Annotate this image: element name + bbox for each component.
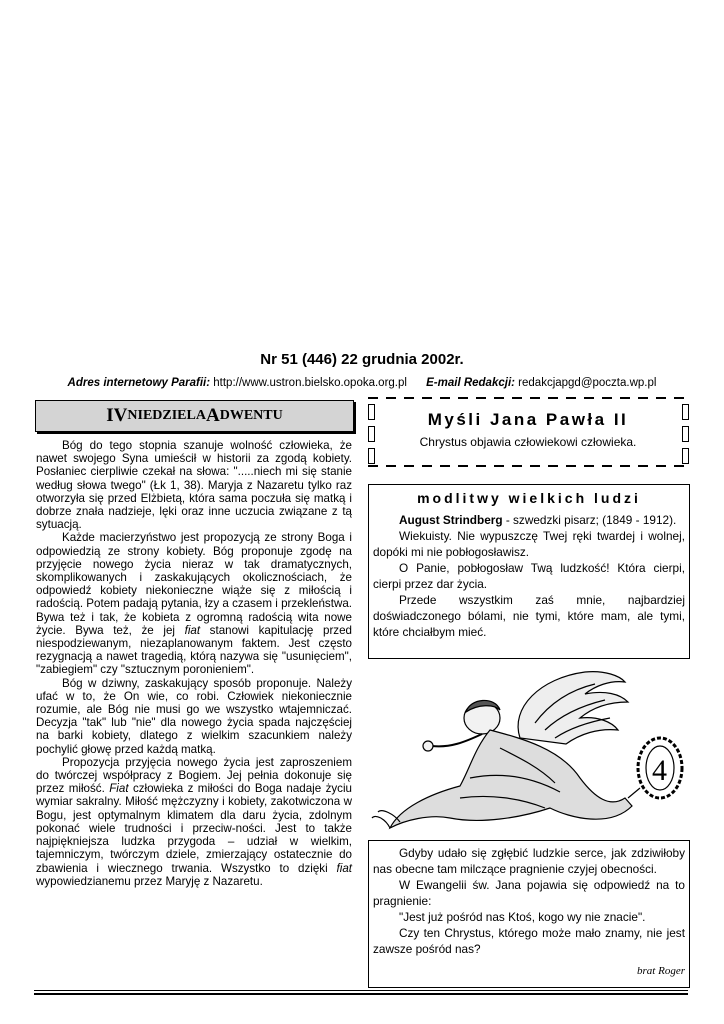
john-paul-box xyxy=(368,394,688,470)
fiat-word: fiat xyxy=(184,623,201,637)
bottom-rule xyxy=(34,990,688,991)
prayer-body xyxy=(373,512,685,640)
article-paragraph: Bóg do tego stopnia szanuje wolność człowieka, że nawet swojego Syna umieścił w historii za zgodą kobiety. Posłaniec cierpliwie czekał na słowa: ".....niech mi się stanie według słowa twego" (Łk 1, 38). Maryja z Nazaretu tylko raz otworzyła się przed Elżbietą, która sama poczuła się matką i dobrze znała nadzieje, lęki oraz inne uczucia związane z tą sytuacją. xyxy=(36,439,352,532)
john-paul-quote: Chrystus objawia człowiekowi człowieka. xyxy=(419,435,637,449)
address-label: Adres internetowy Parafii: xyxy=(67,377,211,389)
prayer-paragraph: Przede wszystkim zaś mnie, najbardziej doświadczonego bólami, nie tymi, które mam, ale tymi, które chciałbym mieć. xyxy=(373,593,685,639)
prayer-paragraph: O Panie, pobłogosław Twą ludzkość! Która cierpi, cierpi przez dar życia. xyxy=(373,561,685,591)
heading-part: DWENTU xyxy=(219,408,283,423)
angel-illustration xyxy=(370,668,688,836)
prayer-title: modlitwy wielkich ludzi xyxy=(417,490,641,506)
roger-paragraph: Gdyby udało się zgłębić ludzkie serce, jak zdziwiłoby nas obecne tam milczące pragnienie czyjej obecności. xyxy=(373,846,685,876)
prayer-author: August Strindberg xyxy=(399,513,503,527)
parish-url[interactable]: http://www.ustron.bielsko.opoka.org.pl xyxy=(213,377,407,389)
advent-number-badge: 4 xyxy=(652,754,667,787)
text-run: człowieka z miłości do Boga nadaje życiu wymiar sakralny. Miłość mężczyzny i kobiety, zakotwiczona w Bogu, jest optymalnym klimatem dla daru życia, zdolnym pokonać wiele trudności i przeciw-ności. Jest to także najpiękniejsza ludzka przygoda – udział w wielkim, tajemniczym, twórczym dziele, zmierzający ostatecznie do zbawienia i wiecznego trwania. Wszystko to dzięki xyxy=(36,782,352,875)
roger-box xyxy=(368,840,690,988)
article-paragraph xyxy=(36,756,352,888)
fiat-word: fiat xyxy=(336,861,352,875)
heading-part: IV xyxy=(106,405,128,426)
roger-body xyxy=(373,845,685,957)
dashed-border-bottom xyxy=(368,462,688,470)
issue-title: Nr 51 (446) 22 grudnia 2002r. xyxy=(260,351,464,368)
prayer-author-note: - szwedzki pisarz; (1849 - 1912). xyxy=(502,513,677,527)
address-line xyxy=(0,377,724,389)
roger-paragraph: "Jest już pośród nas Ktoś, kogo wy nie znacie". xyxy=(399,910,646,924)
text-run: stanowi kapitulację przed niespodziewanym, niezaplanowanym faktem. Jest często rezygnacją a nawet tragedią, którą nazywa się "usunięciem", "zabiegiem" czy "sztucznym poronieniem". xyxy=(36,623,352,677)
heading-part: A xyxy=(205,405,220,426)
text-run: Każde macierzyństwo jest propozycją ze strony Boga i odpowiedzią ze strony kobiety. Bóg proponuje zgodę na przyjęcie nowego życia nieraz w tak dramatycznych, skomplikowanych i zaskakujących okolicznościach, że odpowiedź kobiety niekonieczne wiąże się z miłością i radością. Potem padają pytania, łzy a czasem i przekleństwa. Bywa też i tak, że kobieta z ogromną radością wita nowe życie. Bywa też, że jej xyxy=(36,531,352,637)
text-run: wypowiedzianemu przez Maryję z Nazaretu. xyxy=(36,874,263,888)
article-paragraph xyxy=(36,531,352,676)
advent-heading xyxy=(35,400,354,432)
advent-article xyxy=(36,439,352,888)
editorial-email[interactable]: redakcjapgd@poczta.wp.pl xyxy=(518,377,657,389)
prayer-paragraph: Wiekuisty. Nie wypuszczę Twej ręki twardej i wolnej, dopóki mi nie pobłogosławisz. xyxy=(373,529,685,559)
roger-signature: brat Roger xyxy=(637,965,685,977)
dashed-border-top xyxy=(368,394,688,402)
heading-part: NIEDZIELA xyxy=(127,408,206,423)
roger-paragraph: Czy ten Chrystus, którego może mało znamy, nie jest zawsze pośród nas? xyxy=(373,926,685,956)
prayer-box xyxy=(368,484,690,659)
article-paragraph: Bóg w dziwny, zaskakujący sposób proponuje. Należy ufać w to, że On wie, co robi. Człowiek niekoniecznie rozumie, ale Bóg nie musi go we wszystko wtajemniczać. Decyzja "tak" lub "nie" dla nowego życia spada najczęściej na barki kobiety, dlatego z wielkim szacunkiem należy pochylić głowę przed każdą matką. xyxy=(36,676,352,756)
email-label: E-mail Redakcji: xyxy=(426,377,515,389)
bottom-rule xyxy=(34,993,688,995)
fiat-word: Fiat xyxy=(109,782,129,796)
text-run: Propozycja przyjęcia nowego życia jest zaproszeniem do twórczej współpracy z Bogiem. Jej pełnia dokonuje się przez miłość. xyxy=(36,755,352,796)
roger-paragraph: W Ewangelii św. Jana pojawia się odpowiedź na to pragnienie: xyxy=(373,878,685,908)
prayer-author-line xyxy=(373,512,685,528)
john-paul-title: Myśli Jana Pawła II xyxy=(427,410,629,429)
